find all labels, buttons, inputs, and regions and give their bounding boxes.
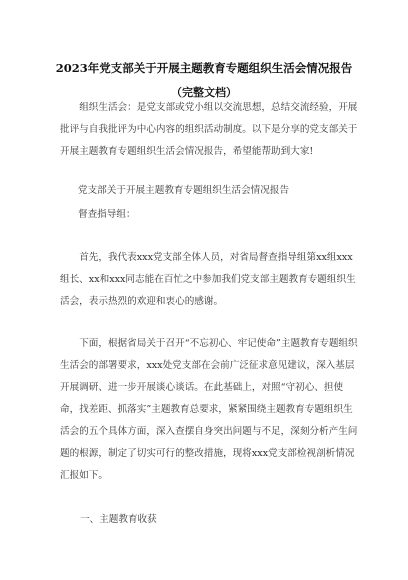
paragraph-2: 下面，根据省局关于召开“不忘初心、牢记使命”主题教育专题组织生活会的部署要求，xxx处党支部在会前广泛征求意见建议，深入基层开展调研、进一步开展谈心谈话。在此基础上，对照“守初心、担使命，找差距、抓落实”主题教育总要求，紧紧围绕主题教育专题组织生活会的五个具体方面，深入查摆自身突出问题与不足，深刻分析产生问题的根源，制定了切实可行的整改措施，现将xxx党支部检视剖析情况汇报如下。 [60, 338, 358, 481]
paragraph-1: 首先，我代表xxx党支部全体人员，对省局督查指导组第xx组xxx组长、xx和xxx同志能在百忙之中参加我们党支部主题教育专题组织生活会，表示热烈的欢迎和衷心的感谢。 [60, 252, 356, 307]
intro-paragraph: 组织生活会：是党支部或党小组以交流思想，总结交流经验，开展批评与自我批评为中心内容的组织活动制度。以下是分享的党支部关于开展主题教育专题组织生活会情况报告，希望能帮助到大家! [60, 102, 358, 157]
document-subtitle: （完整文档） [171, 86, 237, 99]
section-heading: 一、主题教育收获 [80, 514, 157, 525]
report-heading: 党支部关于开展主题教育专题组织生活会情况报告 [78, 185, 290, 196]
document-title: 2023年党支部关于开展主题教育专题组织生活会情况报告 [55, 61, 353, 75]
salutation: 督查指导组： [78, 209, 136, 220]
